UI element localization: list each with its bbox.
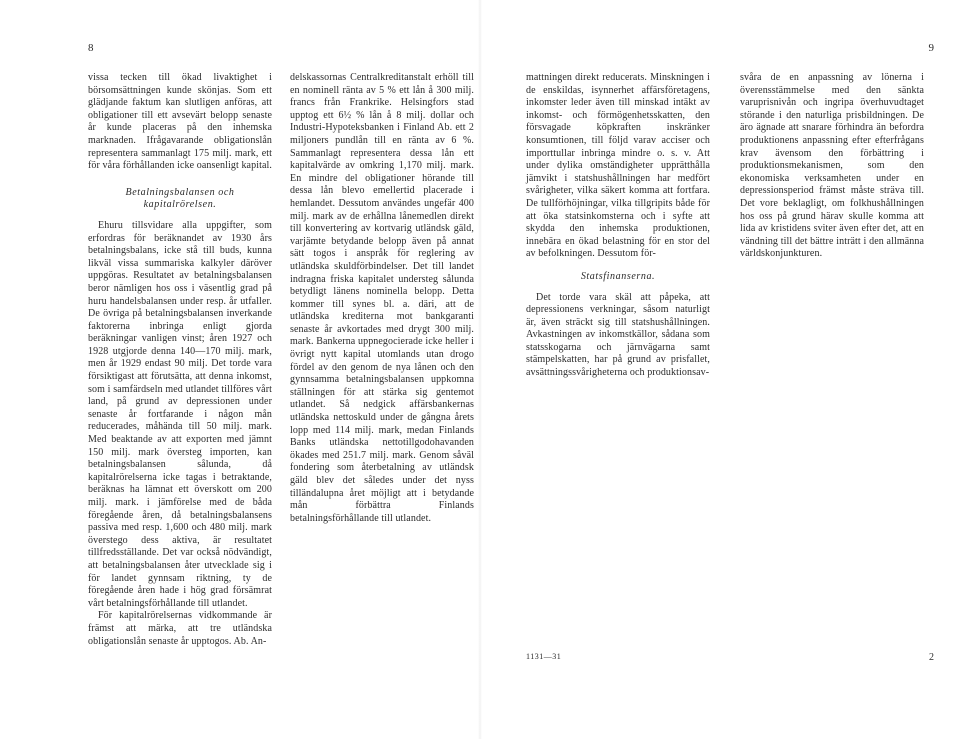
printer-signature: 1131—31 xyxy=(526,652,562,661)
paragraph: svåra de en anpassning av lönerna i överensstämmelse med den sänkta varuprisnivån och ingripa överhuvudtaget störande i den naturliga prisbildningen. De äro ägnade att snarare förhindra än befordra produktionens anpassning efter efterfrågans krav ävensom den förbättring i produktionsmekanismen, som den ekonomiska verksamheten under en depressionsperiod främst måste sträva till. Det vore beklagligt, om folkhushållningen hos oss på grund härav skulle komma att lida av kristidens sviter även efter det, att en vändning till det bättre inträtt i den allmänna världskonjunkturen. xyxy=(740,72,924,260)
text-column xyxy=(290,72,474,525)
text-column xyxy=(526,72,710,380)
text-column xyxy=(740,72,924,261)
right-page xyxy=(480,0,960,739)
page-number: 8 xyxy=(88,42,94,54)
paragraph: Ehuru tillsvidare alla uppgifter, som erfordras för beräknandet av 1930 års betalningsbalans, icke stå till buds, kunna likväl vissa summariska kalkyler däröver uppgöras. Resultatet av betalningsbalansen beror nämligen hos oss i väsentlig grad på huru handelsbalansen under resp. år utfaller. De övriga på betalningsbalansen inverkande faktorerna inbringa enligt gjorda beräkningar vanligen vinst; åren 1927 och 1928 utgjorde denna 140—170 milj. mark, men år 1929 endast 90 milj. Det torde vara försiktigast att förutsätta, att denna inkomst, som i samfärdseln med utlandet tillföres vårt land, på grund av depressionen under senaste år fortfarande i någon mån reducerades, måhända till 50 milj. mark. Med beaktande av att exporten med jämnt 150 milj. mark översteg importen, kan betalningsbalansen sålunda, då kapitalrörelserna icke tagas i betraktande, beräknas ha lämnat ett överskott om 200 milj. mark. i jämförelse med de båda föregående åren, då betalningsbalansens passiva med resp. 1,600 och 480 milj. mark överstego dess aktiva, är resultatet tillfredsställande. Det var också nödvändigt, att betalningsbalansen åter utvecklade sig i för landet gynnsam riktning, ty de föregående åren hade i hög grad försämrat vårt betalningsförhållande till utlandet. xyxy=(88,219,272,609)
paragraph: delskassornas Centralkreditanstalt erhöll till en nominell ränta av 5 % ett lån å 300 milj. francs från Frankrike. Helsingfors stad upptog ett 6½ % lån å 8 milj. dollar och Industri-Hypoteksbanken i Finland Ab. ett 2 miljoners pundlån till en ränta av 6 %. Sammanlagt representera dessa lån ett kapitalvärde av omkring 1,170 milj. mark. En mindre del obligationer hörande till dessa lån blevo emellertid placerade i hemlandet. Dessutom användes ungefär 400 milj. mark av de erhållna lånemedlen direkt till konvertering av kortvarig utländsk gäld, varjämte betydande belopp även på annat sätt togos i anspråk för reglering av utländska skuldförbindelser. Det till landet indragna friska kapitalet understeg sålunda betydligt länens nominella belopp. Detta kommer till synes bl. a. däri, att de utländska krediterna mot bankgaranti senaste år avkortades med drygt 300 milj. mark. Bankerna uppnegocierade icke heller i övrigt nytt kapital utomlands utan drogo fördel av den genom de nya lånen och den gynnsamma betalningsbalansen uppkomna ställningen för att stärka sig gentemot utlandet. Så nedgick affärsbankernas utländska nettoskuld under de gångna årets lopp med 114 milj. mark, medan Finlands Banks utländska nettotillgodohavanden ökades med 251.7 milj. mark. Genom såväl fondering som återbetalning av utländsk gäld blev det således under det nyss tilländalupna året möjligt att i betydande mån förbättra Finlands betalningsförhållande till utlandet. xyxy=(290,72,474,524)
paragraph: Det torde vara skäl att påpeka, att depressionens verkningar, såsom naturligt är, även sträckt sig till statshushållningen. Avkastningen av inkomstkällor, sådana som statsskogarna och järnvägarna samt stämpelskatten, har på grund av prisfallet, avsättningssvårigheterna och produktionsav- xyxy=(526,291,710,379)
page-number: 9 xyxy=(928,42,934,54)
sheet-number: 2 xyxy=(929,652,934,663)
text-column xyxy=(88,72,272,648)
paragraph: vissa tecken till ökad livaktighet i börsomsättningen kunde skönjas. Som ett glädjande faktum kan slutligen anföras, att obligationer till ett avsevärt belopp senaste år kunde placeras på den inhemska marknaden. Ifrågavarande obligationslån representera sammanlagt 175 milj. mark, ett för våra förhållanden icke oansenligt kapital. xyxy=(88,72,272,172)
section-heading: Statsfinanserna. xyxy=(580,270,656,282)
paragraph: mattningen direkt reducerats. Minskningen i de enskildas, isynnerhet affärsföretagens, inkomster leder även till minskad intäkt av inkomst- och förmögenhetsskatten, den försvagade köpkraften inskränker konsumtionen, till följd varav acciser och importtullar inbringa mindre o. s. v. Att under dylika omständigheter upprätthålla jämvikt i statshushållningen har medfört svårigheter, vilka säkert komma att fortfara. De tullförhöjningar, vilka tillgripits både för att öka statsinkomsterna och i syfte att skydda den inhemska produktionen, innebära en ökad belastning för en stor del av befolkningen. Dessutom för- xyxy=(526,72,710,260)
paragraph: För kapitalrörelsernas vidkommande är främst att märka, att tre utländska obligationslån senaste år upptogos. Ab. An- xyxy=(88,610,272,647)
section-heading: Betalningsbalansen och kapitalrörelsen. xyxy=(125,186,235,211)
